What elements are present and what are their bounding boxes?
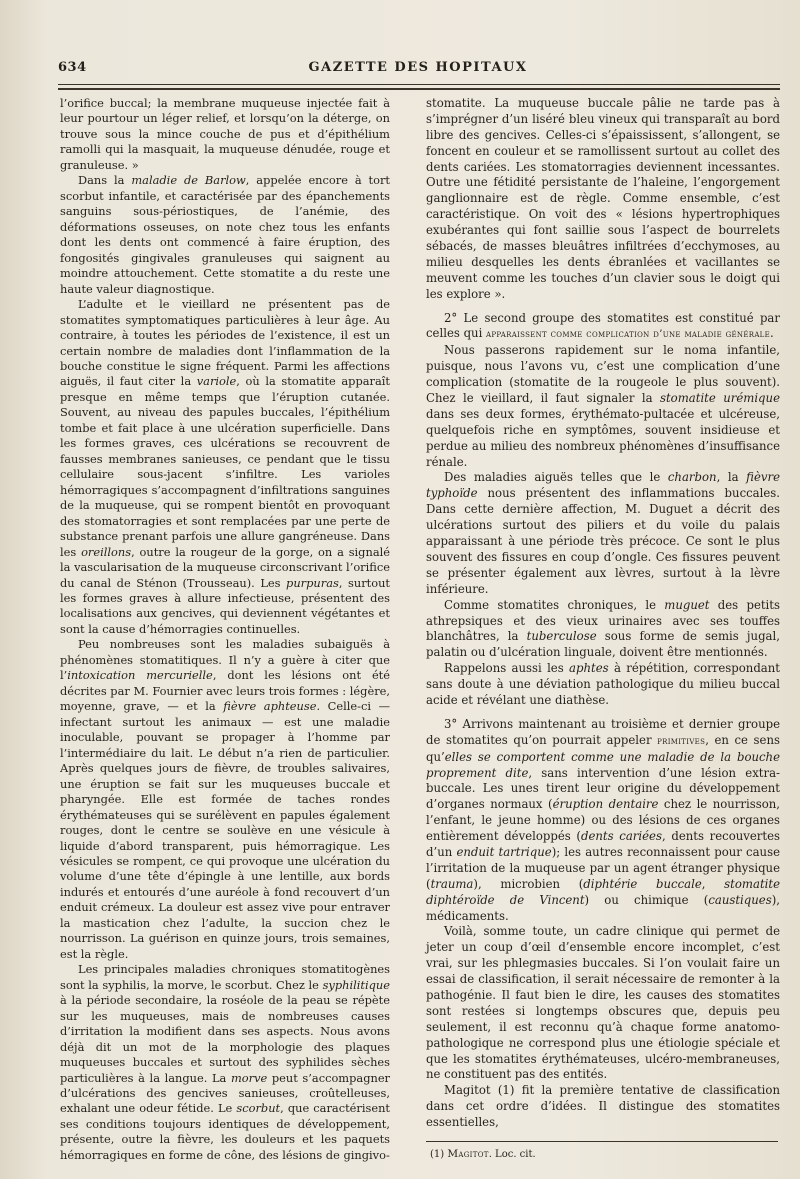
text-run: L’adulte et le vieillard ne présentent pas de stomatites symptomatiques particulières à leur âge. Au contraire, à toutes les périodes de l’existence, il est un certain nombre de maladies dont l’inflammation de la bouche constitue le signe fréquent. Parmi les affections aiguës, il faut citer la [60, 297, 390, 389]
italic-term: maladie de Barlow [131, 173, 246, 188]
paragraph [426, 96, 780, 303]
italic-term: scorbut [236, 1101, 281, 1116]
text-run: Peu nombreuses sont les maladies subaiguës à phénomènes stomatitiques. Il n’y a guère à citer que l’ [60, 637, 390, 683]
footnote-author: Magitot [447, 1148, 489, 1160]
text-run: à la période secondaire, la roséole de la peau se répète sur les muqueuses, mais de nombreuses causes d’irritation la modifient dans ses aspects. Nous avons déjà dit un mot de la morphologie des plaques muqueuses buccales et surtout des syphilides sèches particulières à la langue. La [60, 993, 390, 1085]
text-run: Dans la [78, 173, 132, 188]
italic-term: diphtérie buccale [583, 876, 702, 891]
small-caps-text: apparaissent comme complication d’une maladie générale [486, 328, 771, 341]
italic-term: morve [230, 1070, 268, 1085]
italic-term: elles se comportent comme une maladie de la bouche proprement dite [426, 749, 780, 780]
italic-term: enduit tartrique [456, 844, 552, 859]
paragraph [426, 343, 780, 470]
paragraph [426, 470, 780, 597]
paragraph [426, 717, 780, 925]
text-run: l’orifice buccal; la membrane muqueuse injectée fait à leur pourtour un léger relief, et lorsqu’on la déterge, on trouve sous la mince couche de pus et d’épithélium ramolli qui la masquait, la muqueuse dénudée, rouge et granuleuse. » [60, 96, 390, 172]
italic-term: oreillons [81, 544, 132, 559]
italic-term: purpuras [286, 575, 339, 590]
right-column [426, 96, 780, 1131]
text-run: Magitot (1) fit la première tentative de classification dans cet ordre d’idées. Il distingue des stomatites essentielles, [426, 1083, 780, 1130]
italic-term: tuberculose [526, 629, 597, 644]
paragraph [60, 173, 390, 297]
text-run: , que caractérisent ses conditions toujours identiques de développement, présente, outre la fièvre, les douleurs et les paquets hémorragiques en forme de cône, des lésions de gingivo- [60, 1101, 390, 1162]
italic-term: stomatite diphtéroïde de Vincent [426, 876, 781, 907]
text-run: nous présentent des inflammations buccales. Dans cette dernière affection, M. Duguet a décrit des ulcérations surtout des piliers et du voile du palais apparaissant à une période très précoce. Ce sont le plus souvent des fissures en coup d’ongle. Ces fissures peuvent se présenter également aux lèvres, surtout à la lèvre inférieure. [426, 486, 780, 596]
italic-term: charbon [667, 470, 717, 485]
journal-title: GAZETTE DES HOPITAUX [308, 60, 528, 75]
text-run: , la [716, 470, 747, 485]
text-run: , [701, 876, 725, 891]
text-run: , où la stomatite apparaît presque en même temps que l’éruption cutanée. Souvent, au niveau des papules buccales, l’épithélium tombe et fait place à une ulcération superficielle. Dans les formes graves, ces ulcérations se recouvrent de fausses membranes sanieuses, ce pendant que le tissu cellulaire sous-jacent s’infiltre. Les varioles hémorragiques s’accompagnent d’infiltrations sanguines de la muqueuse, qui se rompent bientôt en provoquant des stomatorragies et sont remplacées par une perte de substance prenant parfois une allure gangréneuse. Dans les [60, 374, 390, 559]
header-rule [58, 84, 780, 85]
italic-term: caustiques [708, 892, 772, 907]
text-run: ), médicaments. [426, 892, 780, 923]
text-run: . Celle-ci — infectant surtout les animaux — est une maladie inoculable, pouvant se propager à l’homme par l’intermédiaire du lait. Le début n’a rien de particulier. Après quelques jours de fièvre, de troubles salivaires, une éruption se fait sur les muqueuses buccale et pharyngée. Elle est formée de taches rondes érythémateuses qui se surélèvent en papules également rouges, dont le centre se soulève en une vésicule à liquide d’abord transparent, puis hémorragique. Les vésicules se rompent, ce qui provoque une ulcération du volume d’une tête d’épingle à une lentille, aux bords indurés et entourés d’une auréole à fond recouvert d’un enduit crémeux. La douleur est assez vive pour entraver la mastication chez l’adulte, la succion chez le nourrisson. La guérison en quinze jours, trois semaines, est la règle. [60, 699, 390, 961]
text-run: dans ses deux formes, érythémato-pultacée et ulcéreuse, quelquefois riche en symptômes, souvent insidieuse et perdue au milieu des nombreux phénomènes d’insuffisance rénale. [426, 406, 780, 469]
text-run: , en ce sens qu’ [426, 732, 780, 764]
page-header [58, 60, 778, 80]
text-run: , appelée encore à tort scorbut infantile, et caractérisée par des épanchements sanguins sous-périostiques, de l’anémie, des déformations osseuses, on note chez tous les enfants dont les dents ont commencé à faire éruption, des fongosités gingivales granuleuses qui saignent au moindre attouchement. Cette stomatite a du reste une haute valeur diagnostique. [60, 173, 390, 296]
italic-term: muguet [664, 597, 710, 612]
text-run: 3° Arrivons maintenant au troisième et dernier groupe de stomatites qu’on pourrait appeler [426, 716, 780, 747]
paragraph [60, 962, 390, 1163]
text-run: Des maladies aiguës telles que le [444, 470, 668, 485]
text-run: Voilà, somme toute, un cadre clinique qui permet de jeter un coup d’œil d’ensemble encore incomplet, c’est vrai, sur les phlegmasies buccales. Si l’on voulait faire un essai de classification, il serait nécessaire de remonter à la pathogénie. Il faut bien le dire, les causes des stomatites sont restées si longtemps obscures que, depuis peu seulement, il est reconnu qu’à chaque forme anatomo-pathologique ne correspond plus une étiologie spéciale et que les stomatites érythémateuses, ulcéro-membraneuses, ne constituent pas des entités. [426, 924, 780, 1082]
paragraph [426, 598, 780, 662]
text-run: . [770, 326, 774, 341]
left-column [60, 96, 390, 1163]
italic-term: fièvre typhoïde [426, 470, 780, 501]
text-run: , dont les lésions ont été décrites par M. Fournier avec leurs trois formes : légère, moyenne, grave, — et la [60, 668, 391, 714]
page-number: 634 [58, 60, 87, 75]
text-run: , sans intervention d’une lésion extra-buccale. Les unes tirent leur origine du développement d’organes normaux ( [426, 765, 780, 812]
text-run: , outre la rougeur de la gorge, on a signalé la vascularisation de la muqueuse circonscrivant l’orifice du canal de Sténon (Trousseau). Les [60, 544, 390, 590]
paragraph [60, 96, 390, 173]
text-run: chez le nourrisson, l’enfant, le jeune homme) ou des lésions de ces organes entièrement développés ( [426, 797, 780, 844]
text-run: , surtout les formes graves à allure infectieuse, présentent des localisations aux gencives, qui deviennent végétantes et sont la cause d’hémorragies continuelles. [60, 575, 390, 636]
italic-term: aphtes [569, 661, 609, 676]
italic-term: stomatite urémique [659, 391, 780, 406]
italic-term: syphilitique [322, 977, 390, 992]
italic-term: fièvre aphteuse [223, 699, 317, 714]
footnote-marker: (1) [430, 1149, 445, 1160]
text-run: ); les autres reconnaissent pour cause l’irritation de la muqueuse par un agent étranger physique ( [426, 844, 780, 891]
text-run: peut s’accompagner d’ulcérations des gencives sanieuses, croûtelleuses, exhalant une odeur fétide. Le [60, 1070, 391, 1116]
footnote [430, 1148, 770, 1161]
italic-term: éruption dentaire [552, 797, 659, 812]
text-run: ), microbien ( [473, 876, 584, 891]
text-run: Rappelons aussi les [444, 661, 570, 676]
text-run: Nous passerons rapidement sur le noma infantile, puisque, nous l’avons vu, c’est une complication d’une complication (stomatite de la rougeole le plus souvent). Chez le vieillard, il faut signaler la [426, 343, 780, 406]
italic-term: intoxication mercurielle [67, 668, 213, 683]
footnote-text: . Loc. cit. [488, 1149, 536, 1160]
small-caps-text: primitives [657, 734, 706, 747]
paragraph [426, 1083, 780, 1131]
paragraph [426, 311, 780, 344]
text-run: à répétition, correspondant sans doute à une déviation pathologique du milieu buccal acide et révélant une diathèse. [426, 661, 780, 707]
text-run: Les principales maladies chroniques stomatitogènes sont la syphilis, la morve, le scorbut. Chez le [60, 962, 390, 992]
italic-term: trauma [430, 876, 474, 891]
paragraph [60, 297, 390, 637]
header-rule-double [58, 88, 780, 90]
text-run: 2° Le second groupe des stomatites est constitué par celles qui [426, 310, 780, 341]
text-run: , dents recouvertes d’un [426, 829, 780, 859]
text-run: sous forme de semis jugal, palatin ou d’ulcération linguale, doivent être mentionnés. [426, 629, 780, 660]
paragraph [426, 661, 780, 709]
text-run: des petits athrepsiques et des vieux urinaires avec ses touffes blanchâtres, la [426, 597, 780, 644]
text-run: Comme stomatites chroniques, le [444, 597, 665, 612]
paragraph [60, 637, 390, 962]
italic-term: dents cariées [581, 829, 662, 844]
text-run: stomatite. La muqueuse buccale pâlie ne tarde pas à s’imprégner d’un liséré bleu vineux qui transparaît au bord libre des gencives. Celles-ci s’épaississent, s’allongent, se foncent en couleur et se ramollissent surtout au collet des dents cariées. Les stomatorragies deviennent incessantes. Outre une fétidité persistante de l’haleine, l’engorgement ganglionnaire est de règle. Comme ensemble, c’est caractéristique. On voit des « lésions hypertrophiques exubérantes qui font saillie sous l’aspect de bourrelets sébacés, de masses bleuâtres infiltrées d’ecchymoses, au milieu desquelles les dents ébranlées et vacillantes se meuvent comme les touches d’un clavier sous le doigt qui les explore ». [426, 96, 780, 301]
italic-term: variole [196, 374, 237, 389]
paragraph [426, 924, 780, 1083]
text-run: ) ou chimique ( [584, 892, 709, 907]
footnote-rule [426, 1141, 778, 1142]
